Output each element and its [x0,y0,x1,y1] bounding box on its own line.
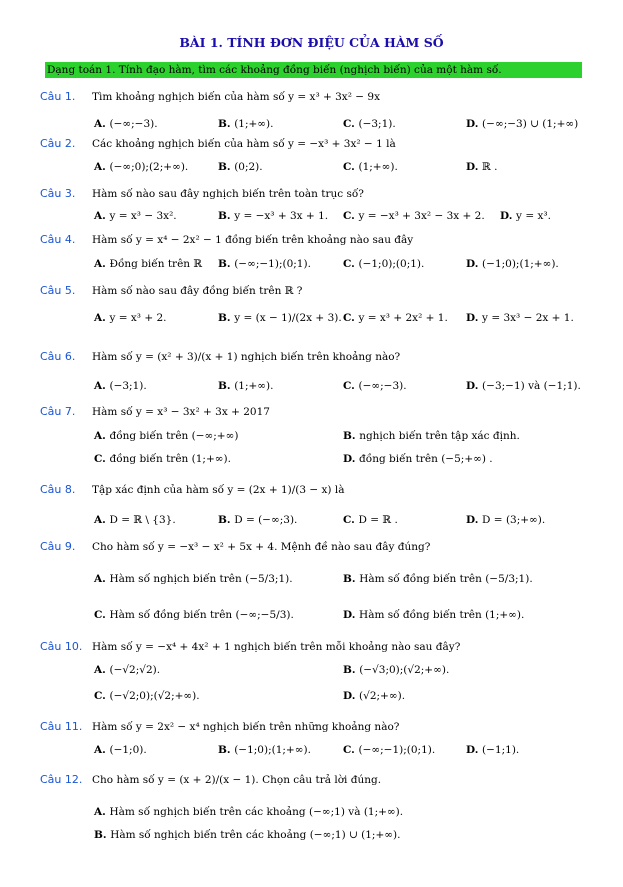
question-3 [40,187,364,200]
option-text: (−1;0);(1;+∞). [234,744,311,756]
option-text: (−1;0);(0;1). [358,258,425,270]
option-letter: D. [466,161,483,173]
answer-option[interactable] [466,258,559,270]
answer-option[interactable] [218,380,273,392]
option-letter: B. [343,573,360,585]
option-letter: B. [218,312,235,324]
option-text: (−∞;−1);(0;1). [358,744,436,756]
answer-option[interactable] [94,514,176,526]
option-text: y = x³ + 2x² + 1. [358,312,448,324]
option-text: y = x³ − 3x². [109,210,177,222]
answer-option[interactable] [94,258,202,270]
question-5 [40,284,302,297]
option-letter: C. [343,514,359,526]
option-text: (−∞;0);(2;+∞). [109,161,189,173]
option-text: ℝ . [482,161,498,173]
question-text: Hàm số y = (x² + 3)/(x + 1) nghịch biến trên khoảng nào? [92,351,401,363]
answer-option[interactable] [343,573,533,585]
question-number: Câu 11. [40,720,83,733]
question-number: Câu 7. [40,405,76,418]
answer-option[interactable] [343,210,485,222]
option-letter: B. [218,118,235,130]
option-letter: D. [500,210,517,222]
question-7 [40,405,270,418]
question-text: Hàm số y = x³ − 3x² + 3x + 2017 [92,406,270,418]
option-text: đồng biến trên (1;+∞). [109,453,231,465]
answer-option[interactable] [94,210,177,222]
answer-option[interactable] [94,380,147,392]
option-letter: A. [94,514,110,526]
answer-option[interactable] [94,453,231,465]
answer-option[interactable] [94,806,403,818]
option-letter: B. [218,258,235,270]
answer-option[interactable] [94,312,167,324]
answer-option[interactable] [466,118,578,130]
option-text: y = −x³ + 3x + 1. [234,210,329,222]
option-letter: A. [94,118,110,130]
option-text: (0;2). [234,161,263,173]
option-text: (1;+∞). [234,380,274,392]
question-number: Câu 4. [40,233,76,246]
answer-option[interactable] [94,430,238,442]
option-text: D = (−∞;3). [234,514,298,526]
option-letter: C. [343,258,359,270]
answer-option[interactable] [466,380,581,392]
question-number: Câu 10. [40,640,83,653]
question-10 [40,640,460,653]
option-text: (−√2;√2). [109,664,161,676]
option-letter: C. [343,744,359,756]
option-letter: A. [94,664,110,676]
answer-option[interactable] [343,258,424,270]
option-letter: D. [466,312,483,324]
answer-option[interactable] [343,312,448,324]
answer-option[interactable] [94,161,188,173]
option-letter: B. [218,380,235,392]
option-letter: C. [343,312,359,324]
option-letter: D. [466,744,483,756]
option-letter: C. [343,118,359,130]
answer-option[interactable] [218,514,297,526]
answer-option[interactable] [343,161,398,173]
answer-option[interactable] [466,312,574,324]
question-11 [40,720,399,733]
option-letter: A. [94,806,110,818]
option-letter: A. [94,430,110,442]
question-number: Câu 5. [40,284,76,297]
answer-option[interactable] [343,453,493,465]
answer-option[interactable] [218,161,263,173]
question-text: Cho hàm số y = (x + 2)/(x − 1). Chọn câu trả lời đúng. [92,774,382,786]
question-12 [40,773,381,786]
option-text: (−1;0). [109,744,147,756]
option-letter: B. [218,514,235,526]
answer-option[interactable] [218,312,342,324]
option-letter: D. [466,380,483,392]
answer-option[interactable] [343,664,449,676]
section-banner: Dạng toán 1. Tính đạo hàm, tìm các khoảng đồng biến (nghịch biến) của một hàm số. [45,62,582,78]
option-letter: A. [94,161,110,173]
answer-option[interactable] [343,430,520,442]
question-text: Hàm số y = −x⁴ + 4x² + 1 nghịch biến trên mỗi khoảng nào sau đây? [92,641,461,653]
option-text: D = ℝ \ {3}. [109,514,176,526]
option-text: Hàm số đồng biến trên (1;+∞). [359,609,525,621]
option-text: y = −x³ + 3x² − 3x + 2. [358,210,485,222]
question-text: Tập xác định của hàm số y = (2x + 1)/(3 − x) là [92,484,345,496]
option-letter: D. [466,514,483,526]
option-text: Hàm số đồng biến trên (−∞;−5/3). [109,609,294,621]
option-text: D = ℝ . [358,514,398,526]
option-text: (−√3;0);(√2;+∞). [359,664,450,676]
option-letter: C. [343,210,359,222]
option-letter: C. [94,453,110,465]
question-9 [40,540,430,553]
option-letter: A. [94,210,110,222]
option-letter: B. [343,430,360,442]
question-text: Hàm số y = 2x² − x⁴ nghịch biến trên những khoảng nào? [92,721,400,733]
question-text: Hàm số y = x⁴ − 2x² − 1 đồng biến trên khoảng nào sau đây [92,234,414,246]
answer-option[interactable] [343,118,396,130]
answer-option[interactable] [500,210,551,222]
question-number: Câu 9. [40,540,76,553]
answer-option[interactable] [94,573,293,585]
question-text: Cho hàm số y = −x³ − x² + 5x + 4. Mệnh đề nào sau đây đúng? [92,541,431,553]
option-letter: A. [94,312,110,324]
question-text: Hàm số nào sau đây đồng biến trên ℝ ? [92,285,303,297]
option-text: Hàm số nghịch biến trên các khoảng (−∞;1) ∪ (1;+∞). [110,829,401,841]
option-letter: A. [94,380,110,392]
option-text: (−∞;−3). [358,380,407,392]
option-text: y = x³. [516,210,551,222]
option-letter: A. [94,744,110,756]
option-letter: B. [343,664,360,676]
answer-option[interactable] [466,744,519,756]
option-letter: C. [343,161,359,173]
answer-option[interactable] [343,380,407,392]
option-text: (−∞;−1);(0;1). [234,258,311,270]
answer-option[interactable] [343,690,405,702]
option-letter: B. [218,744,235,756]
answer-option[interactable] [218,118,273,130]
option-text: (−1;1). [482,744,520,756]
question-2 [40,137,396,150]
option-text: đồng biến trên (−5;+∞) . [359,453,493,465]
question-6 [40,350,400,363]
question-1 [40,90,380,103]
option-text: (−3;−1) và (−1;1). [482,380,581,392]
option-letter: A. [94,258,110,270]
option-text: nghịch biến trên tập xác định. [359,430,520,442]
option-text: đồng biến trên (−∞;+∞) [109,430,239,442]
answer-option[interactable] [218,210,328,222]
option-text: (−√2;0);(√2;+∞). [109,690,200,702]
option-text: (−3;1). [358,118,396,130]
question-number: Câu 8. [40,483,76,496]
option-text: (1;+∞). [358,161,398,173]
option-letter: D. [343,609,360,621]
option-text: (−1;0);(1;+∞). [482,258,559,270]
answer-option[interactable] [218,744,311,756]
option-letter: A. [94,573,110,585]
option-letter: D. [343,690,360,702]
option-letter: C. [94,609,110,621]
question-text: Các khoảng nghịch biến của hàm số y = −x³ + 3x² − 1 là [92,138,396,150]
option-text: Đồng biến trên ℝ [109,258,203,270]
question-text: Hàm số nào sau đây nghịch biến trên toàn trục số? [92,188,364,200]
answer-option[interactable] [343,609,524,621]
option-text: (−∞;−3) ∪ (1;+∞) [482,118,579,130]
question-number: Câu 12. [40,773,83,786]
option-text: Hàm số nghịch biến trên các khoảng (−∞;1) và (1;+∞). [109,806,404,818]
question-4 [40,233,413,246]
option-text: D = (3;+∞). [482,514,546,526]
option-letter: C. [94,690,110,702]
option-text: y = (x − 1)/(2x + 3). [234,312,342,324]
answer-option[interactable] [94,690,200,702]
option-text: (−3;1). [109,380,147,392]
question-number: Câu 2. [40,137,76,150]
option-text: y = 3x³ − 2x + 1. [482,312,574,324]
option-text: Hàm số nghịch biến trên (−5/3;1). [109,573,293,585]
option-letter: D. [466,258,483,270]
option-text: (−∞;−3). [109,118,158,130]
answer-option[interactable] [94,118,158,130]
answer-option[interactable] [466,514,545,526]
question-number: Câu 1. [40,90,76,103]
option-text: (√2;+∞). [359,690,406,702]
answer-option[interactable] [466,161,497,173]
question-number: Câu 6. [40,350,76,363]
answer-option[interactable] [218,258,311,270]
option-letter: D. [343,453,360,465]
page-title: BÀI 1. TÍNH ĐƠN ĐIỆU CỦA HÀM SỐ [179,35,444,50]
option-text: y = x³ + 2. [109,312,167,324]
option-letter: B. [94,829,111,841]
answer-option[interactable] [94,744,147,756]
question-8 [40,483,345,496]
option-letter: C. [343,380,359,392]
answer-option[interactable] [94,609,294,621]
answer-option[interactable] [343,514,398,526]
question-number: Câu 3. [40,187,76,200]
answer-option[interactable] [94,664,160,676]
option-text: (1;+∞). [234,118,274,130]
option-letter: D. [466,118,483,130]
question-text: Tìm khoảng nghịch biến của hàm số y = x³ + 3x² − 9x [92,91,381,103]
answer-option[interactable] [94,829,400,841]
option-letter: B. [218,210,235,222]
option-text: Hàm số đồng biến trên (−5/3;1). [359,573,533,585]
option-letter: B. [218,161,235,173]
answer-option[interactable] [343,744,435,756]
